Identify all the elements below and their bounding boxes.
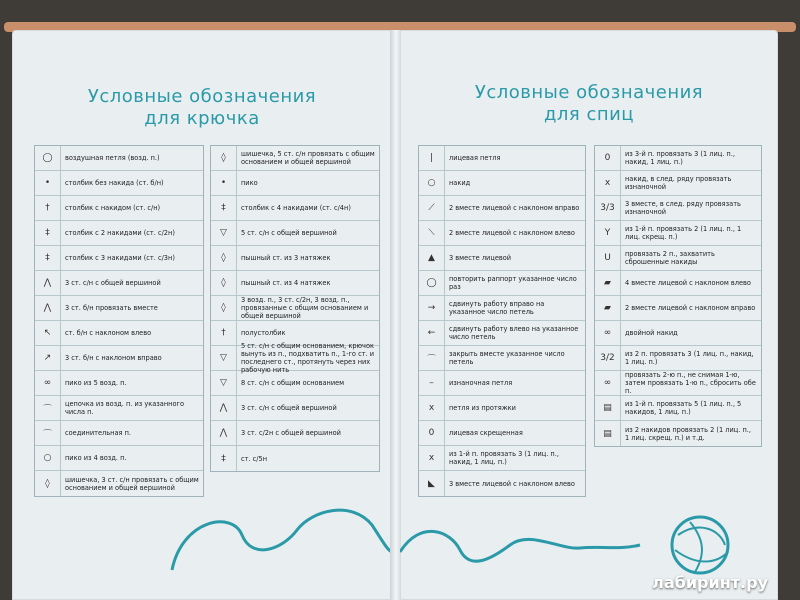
legend-row xyxy=(595,171,761,196)
right-page xyxy=(400,30,778,600)
legend-text: пико из 4 возд. п. xyxy=(65,454,127,462)
legend-row xyxy=(211,446,379,471)
legend-text: 3 вместе лицевой с наклоном влево xyxy=(449,479,575,488)
legend-text: 3 ст. б/н провязать вместе xyxy=(65,304,158,312)
legend-row xyxy=(419,421,585,446)
legend-row xyxy=(35,221,203,246)
legend-row xyxy=(419,246,585,271)
left-title-line1: Условные обозначения xyxy=(87,86,317,107)
symbol-icon: x xyxy=(595,171,621,195)
legend-row xyxy=(35,271,203,296)
legend-row xyxy=(419,296,585,321)
legend-text: петля из протяжки xyxy=(449,404,516,412)
symbol-icon: ◊ xyxy=(35,471,61,496)
symbol-icon: 0 xyxy=(595,146,621,170)
legend-text: пышный ст. из 4 натяжек xyxy=(241,279,331,287)
legend-text: 3 возд. п., 3 ст. с/2н, 3 возд. п., провязанные с общим основанием и общей вершиной xyxy=(241,296,369,320)
legend-row xyxy=(35,146,203,171)
legend-row xyxy=(595,421,761,446)
legend-text: 5 ст. с/н с общей вершиной xyxy=(241,229,337,237)
left-title-line2: для крючка xyxy=(144,108,260,129)
symbol-icon: ◣ xyxy=(419,471,445,496)
legend-row xyxy=(419,346,585,371)
legend-row xyxy=(211,371,379,396)
legend-text: повторить раппорт указанное число раз xyxy=(449,275,577,291)
legend-text: пико xyxy=(241,179,258,187)
legend-row xyxy=(211,221,379,246)
legend-text: 3 вместе лицевой xyxy=(449,254,512,262)
symbol-icon: ← xyxy=(419,321,445,345)
legend-text: 2 вместе лицевой с наклоном вправо xyxy=(449,204,580,212)
legend-text: воздушная петля (возд. п.) xyxy=(65,154,160,162)
symbol-icon: Y xyxy=(595,221,621,245)
symbol-icon: ⌒ xyxy=(35,396,61,420)
legend-text: шишечка, 3 ст. с/н провязать с общим основанием и общей вершиной xyxy=(65,475,199,492)
left-table-col1 xyxy=(34,145,204,497)
legend-text: 2 вместе лицевой с наклоном вправо xyxy=(625,304,756,312)
legend-row xyxy=(35,196,203,221)
legend-text: из 1-й п. провязать 3 (1 лиц. п., накид, 1 лиц. п.) xyxy=(449,450,559,466)
symbol-icon: → xyxy=(419,296,445,320)
symbol-icon: ◊ xyxy=(211,271,237,295)
legend-text: 2 вместе лицевой с наклоном влево xyxy=(449,229,575,237)
legend-row xyxy=(595,196,761,221)
legend-text: 3 ст. с/н с общей вершиной xyxy=(241,404,337,412)
legend-row xyxy=(35,296,203,321)
legend-row xyxy=(211,171,379,196)
symbol-icon: † xyxy=(211,321,237,345)
legend-text: из 2 п. провязать 3 (1 лиц. п., накид, 1 лиц. п.) xyxy=(625,350,754,366)
yarn-swirl-right xyxy=(400,490,778,580)
legend-text: 4 вместе лицевой с наклоном влево xyxy=(625,279,751,287)
legend-row xyxy=(211,196,379,221)
legend-text: цепочка из возд. п. из указанного числа п. xyxy=(65,400,184,416)
symbol-icon: ▲ xyxy=(419,246,445,270)
legend-row xyxy=(595,221,761,246)
symbol-icon: ◊ xyxy=(211,146,237,170)
yarn-ball-icon xyxy=(672,517,728,573)
legend-row xyxy=(211,342,379,374)
symbol-icon: ‡ xyxy=(211,196,237,220)
symbol-icon: ⋀ xyxy=(211,421,237,445)
legend-row xyxy=(595,346,761,371)
legend-row xyxy=(595,396,761,421)
legend-row xyxy=(35,321,203,346)
legend-text: пышный ст. из 3 натяжек xyxy=(241,254,331,262)
legend-text: изнаночная петля xyxy=(449,379,513,387)
symbol-icon: • xyxy=(211,171,237,195)
legend-row xyxy=(35,396,203,421)
symbol-icon: ▤ xyxy=(595,396,621,420)
symbol-icon: ◊ xyxy=(211,246,237,270)
legend-text: 5 ст. с/н с общим основанием, крючок вынуть из п., подхватить п., 1-го ст. и последнего ст., протянуть через них рабочую нить xyxy=(241,342,375,374)
symbol-icon: ⌒ xyxy=(35,421,61,445)
legend-row xyxy=(595,246,761,271)
symbol-icon: ‡ xyxy=(211,446,237,471)
legend-text: провязать 2-ю п., не снимая 1-ю, затем провязать 1-ю п., сбросить обе п. xyxy=(625,371,756,395)
symbol-icon: – xyxy=(419,371,445,395)
legend-row xyxy=(419,321,585,346)
left-table-col2 xyxy=(210,145,380,472)
symbol-icon: ⟋ xyxy=(419,196,445,220)
legend-row xyxy=(211,146,379,171)
right-page-title xyxy=(400,82,778,126)
symbol-icon: ◯ xyxy=(35,146,61,170)
symbol-icon: ○ xyxy=(35,446,61,470)
legend-text: столбик с 3 накидами (ст. с/3н) xyxy=(65,254,175,262)
legend-row xyxy=(211,246,379,271)
symbol-icon: ⋀ xyxy=(35,271,61,295)
symbol-icon: • xyxy=(35,171,61,195)
symbol-icon: ▽ xyxy=(211,221,237,245)
right-title-line2: для спиц xyxy=(543,104,635,125)
legend-row xyxy=(419,371,585,396)
legend-row xyxy=(211,271,379,296)
legend-row xyxy=(35,371,203,396)
legend-row xyxy=(419,396,585,421)
symbol-icon: 3/2 xyxy=(595,346,621,370)
legend-text: столбик без накида (ст. б/н) xyxy=(65,179,164,187)
legend-row xyxy=(211,421,379,446)
symbol-icon: ↖ xyxy=(35,321,61,345)
symbol-icon: x xyxy=(419,446,445,470)
symbol-icon: 0 xyxy=(419,421,445,445)
symbol-icon: ◊ xyxy=(211,296,237,320)
symbol-icon: 3/3 xyxy=(595,196,621,220)
symbol-icon: ↗ xyxy=(35,346,61,370)
legend-row xyxy=(595,271,761,296)
legend-text: 3 ст. с/н с общей вершиной xyxy=(65,279,161,287)
legend-text: накид, в след. ряду провязать изнаночной xyxy=(625,175,732,191)
legend-text: из 1-й п. провязать 5 (1 лиц. п., 5 накидов, 1 лиц. п.) xyxy=(625,400,742,416)
legend-text: лицевая скрещенная xyxy=(449,429,523,437)
right-title-line1: Условные обозначения xyxy=(474,82,704,103)
legend-text: 8 ст. с/н с общим основанием xyxy=(241,379,345,387)
legend-row xyxy=(211,396,379,421)
left-page-title xyxy=(12,86,392,130)
legend-row xyxy=(595,146,761,171)
legend-text: столбик с 2 накидами (ст. с/2н) xyxy=(65,229,175,237)
legend-text: из 2 накидов провязать 2 (1 лиц. п., 1 лиц. скрещ. п.) и т.д. xyxy=(625,425,751,442)
legend-text: сдвинуть работу вправо на указанное число петель xyxy=(449,300,545,316)
legend-row xyxy=(35,421,203,446)
symbol-icon: ◯ xyxy=(419,271,445,295)
legend-text: пико из 5 возд. п. xyxy=(65,379,127,387)
legend-text: 3 ст. с/2н с общей вершиной xyxy=(241,429,341,437)
symbol-icon: | xyxy=(419,146,445,170)
legend-row xyxy=(35,346,203,371)
legend-text: столбик с 4 накидами (ст. с/4н) xyxy=(241,204,351,212)
symbol-icon: ▽ xyxy=(211,346,237,370)
symbol-icon: ∞ xyxy=(595,371,621,395)
legend-text: из 1-й п. провязать 2 (1 лиц. п., 1 лиц. скрещ. п.) xyxy=(625,225,742,241)
legend-row xyxy=(595,296,761,321)
symbol-icon: ▰ xyxy=(595,296,621,320)
right-table-col1 xyxy=(418,145,586,497)
legend-row xyxy=(211,296,379,321)
legend-text: двойной накид xyxy=(625,329,678,337)
legend-row xyxy=(595,371,761,396)
legend-text: сдвинуть работу влево на указанное число петель xyxy=(449,325,579,341)
legend-text: провязать 2 п., захватить сброшенные накиды xyxy=(625,250,715,266)
symbol-icon: ∞ xyxy=(35,371,61,395)
symbol-icon: ▤ xyxy=(595,421,621,446)
symbol-icon: † xyxy=(35,196,61,220)
yarn-swirl-left xyxy=(12,490,392,580)
legend-text: шишечка, 5 ст. с/н провязать с общим основанием и общей вершиной xyxy=(241,150,375,166)
symbol-icon: ▰ xyxy=(595,271,621,295)
legend-text: ст. б/н с наклоном влево xyxy=(65,329,152,337)
legend-text: полустолбик xyxy=(241,329,286,337)
legend-row xyxy=(419,221,585,246)
symbol-icon: ⋀ xyxy=(35,296,61,320)
legend-text: лицевая петля xyxy=(449,154,501,162)
legend-text: соединительная п. xyxy=(65,429,131,437)
legend-row xyxy=(419,446,585,471)
legend-row xyxy=(595,321,761,346)
symbol-icon: ▽ xyxy=(211,371,237,395)
legend-row xyxy=(35,246,203,271)
symbol-icon: ⟍ xyxy=(419,221,445,245)
watermark: лабиринт.ру xyxy=(652,573,768,592)
legend-row xyxy=(419,196,585,221)
legend-row xyxy=(419,146,585,171)
legend-row xyxy=(35,171,203,196)
symbol-icon: ∞ xyxy=(595,321,621,345)
symbol-icon: x xyxy=(419,396,445,420)
legend-row xyxy=(419,171,585,196)
symbol-icon: ○ xyxy=(419,171,445,195)
legend-text: 3 вместе, в след. ряду провязать изнаночной xyxy=(625,200,741,216)
right-table-col2 xyxy=(594,145,762,447)
legend-text: закрыть вместе указанное число петель xyxy=(449,350,565,366)
legend-text: 3 ст. б/н с наклоном вправо xyxy=(65,354,162,362)
legend-row xyxy=(419,271,585,296)
symbol-icon: ‡ xyxy=(35,221,61,245)
legend-row xyxy=(35,446,203,471)
symbol-icon: ⋀ xyxy=(211,396,237,420)
legend-text: накид xyxy=(449,179,471,187)
legend-text: столбик с накидом (ст. с/н) xyxy=(65,204,161,212)
symbol-icon: ⌒ xyxy=(419,346,445,370)
left-page xyxy=(12,30,392,600)
symbol-icon: U xyxy=(595,246,621,270)
symbol-icon: ‡ xyxy=(35,246,61,270)
legend-text: из 3-й п. провязать 3 (1 лиц. п., накид, 1 лиц. п.) xyxy=(625,150,735,166)
legend-text: ст. с/5н xyxy=(241,454,268,463)
